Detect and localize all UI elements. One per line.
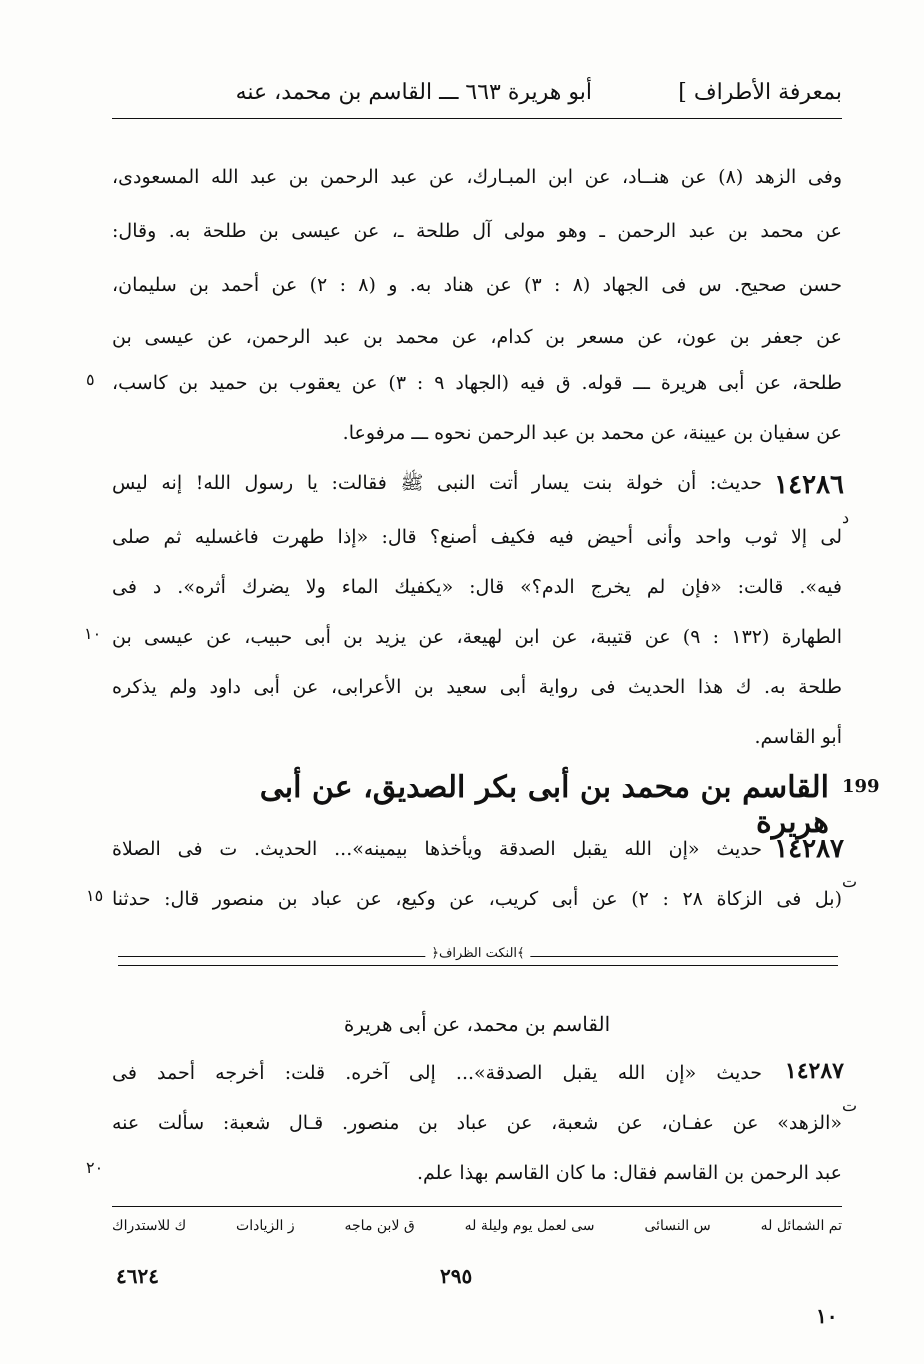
body-line: عن سفيان بن عيينة، عن محمد بن عبد الرحمن نحوه ـــ مرفوعا. xyxy=(342,422,842,444)
body-line: حسن صحيح. س فى الجهاد (٨ : ٣) عن هناد به. و (٨ : ٢) عن أحمد بن سليمان، xyxy=(112,274,842,296)
hadith-line: الطهارة (١٣٢ : ٩) عن قتيبة، عن ابن لهيعة، عن يزيد بن أبى حبيب، عن عيسى بن xyxy=(112,626,842,648)
section-divider xyxy=(118,946,838,966)
hadith-line: أبو القاسم. xyxy=(754,726,842,748)
line-number: ١٠ xyxy=(84,624,102,643)
header-right: بمعرفة الأطراف ] xyxy=(678,80,842,105)
hadith-number: ١٤٢٨٧ xyxy=(784,1058,844,1084)
margin-sigla: د xyxy=(842,508,850,527)
chapter-title: القاسم بن محمد بن أبى بكر الصديق، عن أبى هريرة xyxy=(259,770,829,840)
line-number: ١٥ xyxy=(86,886,104,905)
margin-sigla: ت xyxy=(842,1096,858,1115)
hadith-number: ١٤٢٨٧ xyxy=(774,834,844,864)
body-line: عن محمد بن عبد الرحمن ـ وهو مولى آل طلحة ـ، عن عيسى بن طلحة به. وقال: xyxy=(112,220,842,242)
hadith-line: (بل فى الزكاة ٢٨ : ٢) عن أبى كريب، عن وكيع، عن عباد بن منصور قال: حدثنا xyxy=(112,888,842,910)
hadith-line: حديث «إن الله يقبل الصدقة ويأخذها بيمينه»... الحديث. ت فى الصلاة xyxy=(112,838,762,860)
running-header xyxy=(112,72,842,112)
nukat-line: «الزهد» عن عفـان، عن شعبة، عن عباد بن منصور. قـال شعبة: سألت عنه xyxy=(112,1112,842,1134)
body-line: طلحة، عن أبى هريرة ـــ قوله. ق فيه (الجهاد ٩ : ٣) عن يعقوب بن حميد بن كاسب، xyxy=(112,372,842,394)
abbrev-item: ك للاستدراك xyxy=(112,1218,187,1234)
abbrev-item: ق لابن ماجه xyxy=(344,1218,415,1234)
abbrev-item: س النسائى xyxy=(644,1218,711,1234)
section-heading: القاسم بن محمد، عن أبى هريرة xyxy=(343,1012,611,1036)
hadith-line: حديث: أن خولة بنت يسار أتت النبى ﷺ فقالت: يا رسول الله! إنه ليس xyxy=(112,472,762,494)
divider-label: ﴿النكت الظراف﴾ xyxy=(425,946,530,961)
abbrev-item: تم الشمائل له xyxy=(760,1218,842,1234)
header-rule xyxy=(112,118,842,119)
body-line: عن جعفر بن عون، عن مسعر بن كدام، عن محمد بن عبد الرحمن، عن عيسى بن xyxy=(112,326,842,348)
abbrev-item: ز الزيادات xyxy=(236,1218,295,1234)
line-number: ٢٠ xyxy=(86,1158,104,1177)
abbrev-item: سى لعمل يوم وليلة له xyxy=(464,1218,595,1234)
chapter-number: 199 xyxy=(842,776,880,797)
hadith-line: لى إلا ثوب واحد وأنى أحيض فيه فكيف أصنع؟ قال: «إذا طهرت فاغسليه ثم صلى xyxy=(112,526,842,548)
body-line: وفى الزهد (٨) عن هنــاد، عن ابن المبـارك، عن عبد الرحمن بن عبد الله المسعودى، xyxy=(112,166,842,188)
volume-reference: ٤٦٢٤ xyxy=(116,1264,159,1288)
footer-rule xyxy=(112,1206,842,1207)
nukat-line: عبد الرحمن بن القاسم فقال: ما كان القاسم بهذا علم. xyxy=(416,1162,842,1184)
nukat-line: حديث «إن الله يقبل الصدقة»... إلى آخره. قلت: أخرجه أحمد فى xyxy=(112,1062,762,1084)
hadith-line: فيه». قالت: «فإن لم يخرج الدم؟» قال: «يكفيك الماء ولا يضرك أثره». د فى xyxy=(112,576,842,598)
line-number: ٥ xyxy=(86,370,95,389)
hadith-number: ١٤٢٨٦ xyxy=(774,470,844,500)
header-center: أبو هريرة ٦٦٣ ـــ القاسم بن محمد، عنه xyxy=(235,80,592,105)
page-number: ٢٩٥ xyxy=(440,1264,473,1288)
margin-sigla: ت xyxy=(842,872,858,891)
abbrev-legend xyxy=(112,1218,842,1234)
hadith-line: طلحة به. ك هذا الحديث فى رواية أبى سعيد بن الأعرابى، عن أبى داود ولم يذكره xyxy=(112,676,842,698)
corner-number: ١٠ xyxy=(816,1304,838,1328)
